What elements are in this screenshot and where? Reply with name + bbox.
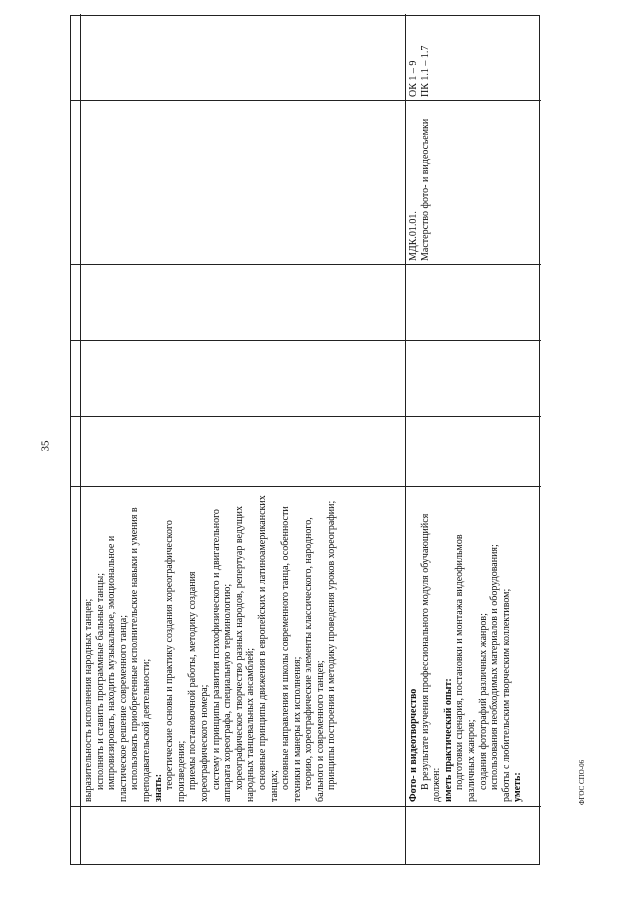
row2-empty <box>406 264 541 340</box>
row1-line: исполнять и ставить программные бальные танцы; <box>94 573 106 790</box>
competencies-ok: ОК 1 – 9 <box>408 60 419 97</box>
row1-index-cell <box>81 806 406 864</box>
row1-line: основные принципы движения в европейских и латиноамериканских танцах; <box>256 495 280 802</box>
row1-empty <box>81 264 406 340</box>
row1-line: выразительность исполнения народных танцев; <box>83 598 94 802</box>
row1-line: теоретические основы и практику создания хореографического произведения; <box>164 520 187 802</box>
top-cell-competencies <box>71 14 81 100</box>
row2-line: В результате изучения профессионального модуля обучающийся должен: <box>419 513 443 802</box>
row2-module-cell <box>406 100 541 264</box>
row2-line: использования необходимых материалов и оборудования; <box>489 544 501 790</box>
top-cell-hours-class <box>71 340 81 416</box>
footer-code: ФГОС СПО-06 <box>578 759 586 805</box>
row2-requirements-text <box>406 486 541 806</box>
row2-line: подготовки сценария, постановки и монтажа видеофильмов различных жанров; <box>454 534 477 802</box>
module-code: МДК.01.01. <box>408 211 419 261</box>
row1-hours-max <box>81 416 406 486</box>
row1-competencies <box>81 14 406 100</box>
row1-line: принципы построения и методику проведения уроков хореографии; <box>326 500 338 790</box>
row1-line: основные направления и школы современного танца, особенности техники и манеры их исполнения; <box>280 506 303 802</box>
row1-module <box>81 100 406 264</box>
competencies-pk: ПК 1.1 – 1.7 <box>419 45 431 97</box>
top-cell-hours-max <box>71 416 81 486</box>
row1-line: теорию, хореографические элементы классического, народного, бального и современного танцев; <box>303 517 326 802</box>
row2-line: работы с любительским творческим коллективом; <box>500 588 512 802</box>
top-cell-empty <box>71 264 81 340</box>
row2-line: уметь: <box>512 772 524 802</box>
top-cell-module <box>71 100 81 264</box>
row2-line: Фото- и видеотворчество <box>408 688 419 802</box>
row2-line: создания фотографий различных жанров; <box>477 613 489 790</box>
row2-hours-max <box>406 416 541 486</box>
row2-competencies-cell <box>406 14 541 100</box>
row1-requirements-text <box>81 486 406 806</box>
curriculum-table-wrapper <box>70 15 540 865</box>
row1-line: систему и принципы развития психофизического и двигательного аппарата хореографа, специальную терминологию; <box>210 509 234 802</box>
curriculum-table <box>70 15 540 865</box>
row1-line: хореографическое творчество разных народов, репертуар ведущих народных танцевальных ансамблей; <box>233 506 257 802</box>
row1-line: импровизировать, находить музыкальное, эмоциональное и пластическое решение современного танца; <box>106 535 129 802</box>
row1-hours-class <box>81 340 406 416</box>
row1-line: использовать приобретенные исполнительские навыки и умения в преподавательской деятельности; <box>129 507 152 802</box>
row1-line: знать: <box>152 773 164 802</box>
row2-hours-class <box>406 340 541 416</box>
row1-line: приемы постановочной работы, методику создания хореографического номера; <box>187 571 210 802</box>
row2-line: иметь практический опыт: <box>442 678 454 802</box>
page-number: 35 <box>39 440 52 452</box>
module-name: Мастерство фото- и видеосъемки <box>419 118 431 261</box>
top-cell-index <box>71 806 81 864</box>
row2-index-cell <box>406 806 541 864</box>
top-cell-content <box>71 486 81 806</box>
